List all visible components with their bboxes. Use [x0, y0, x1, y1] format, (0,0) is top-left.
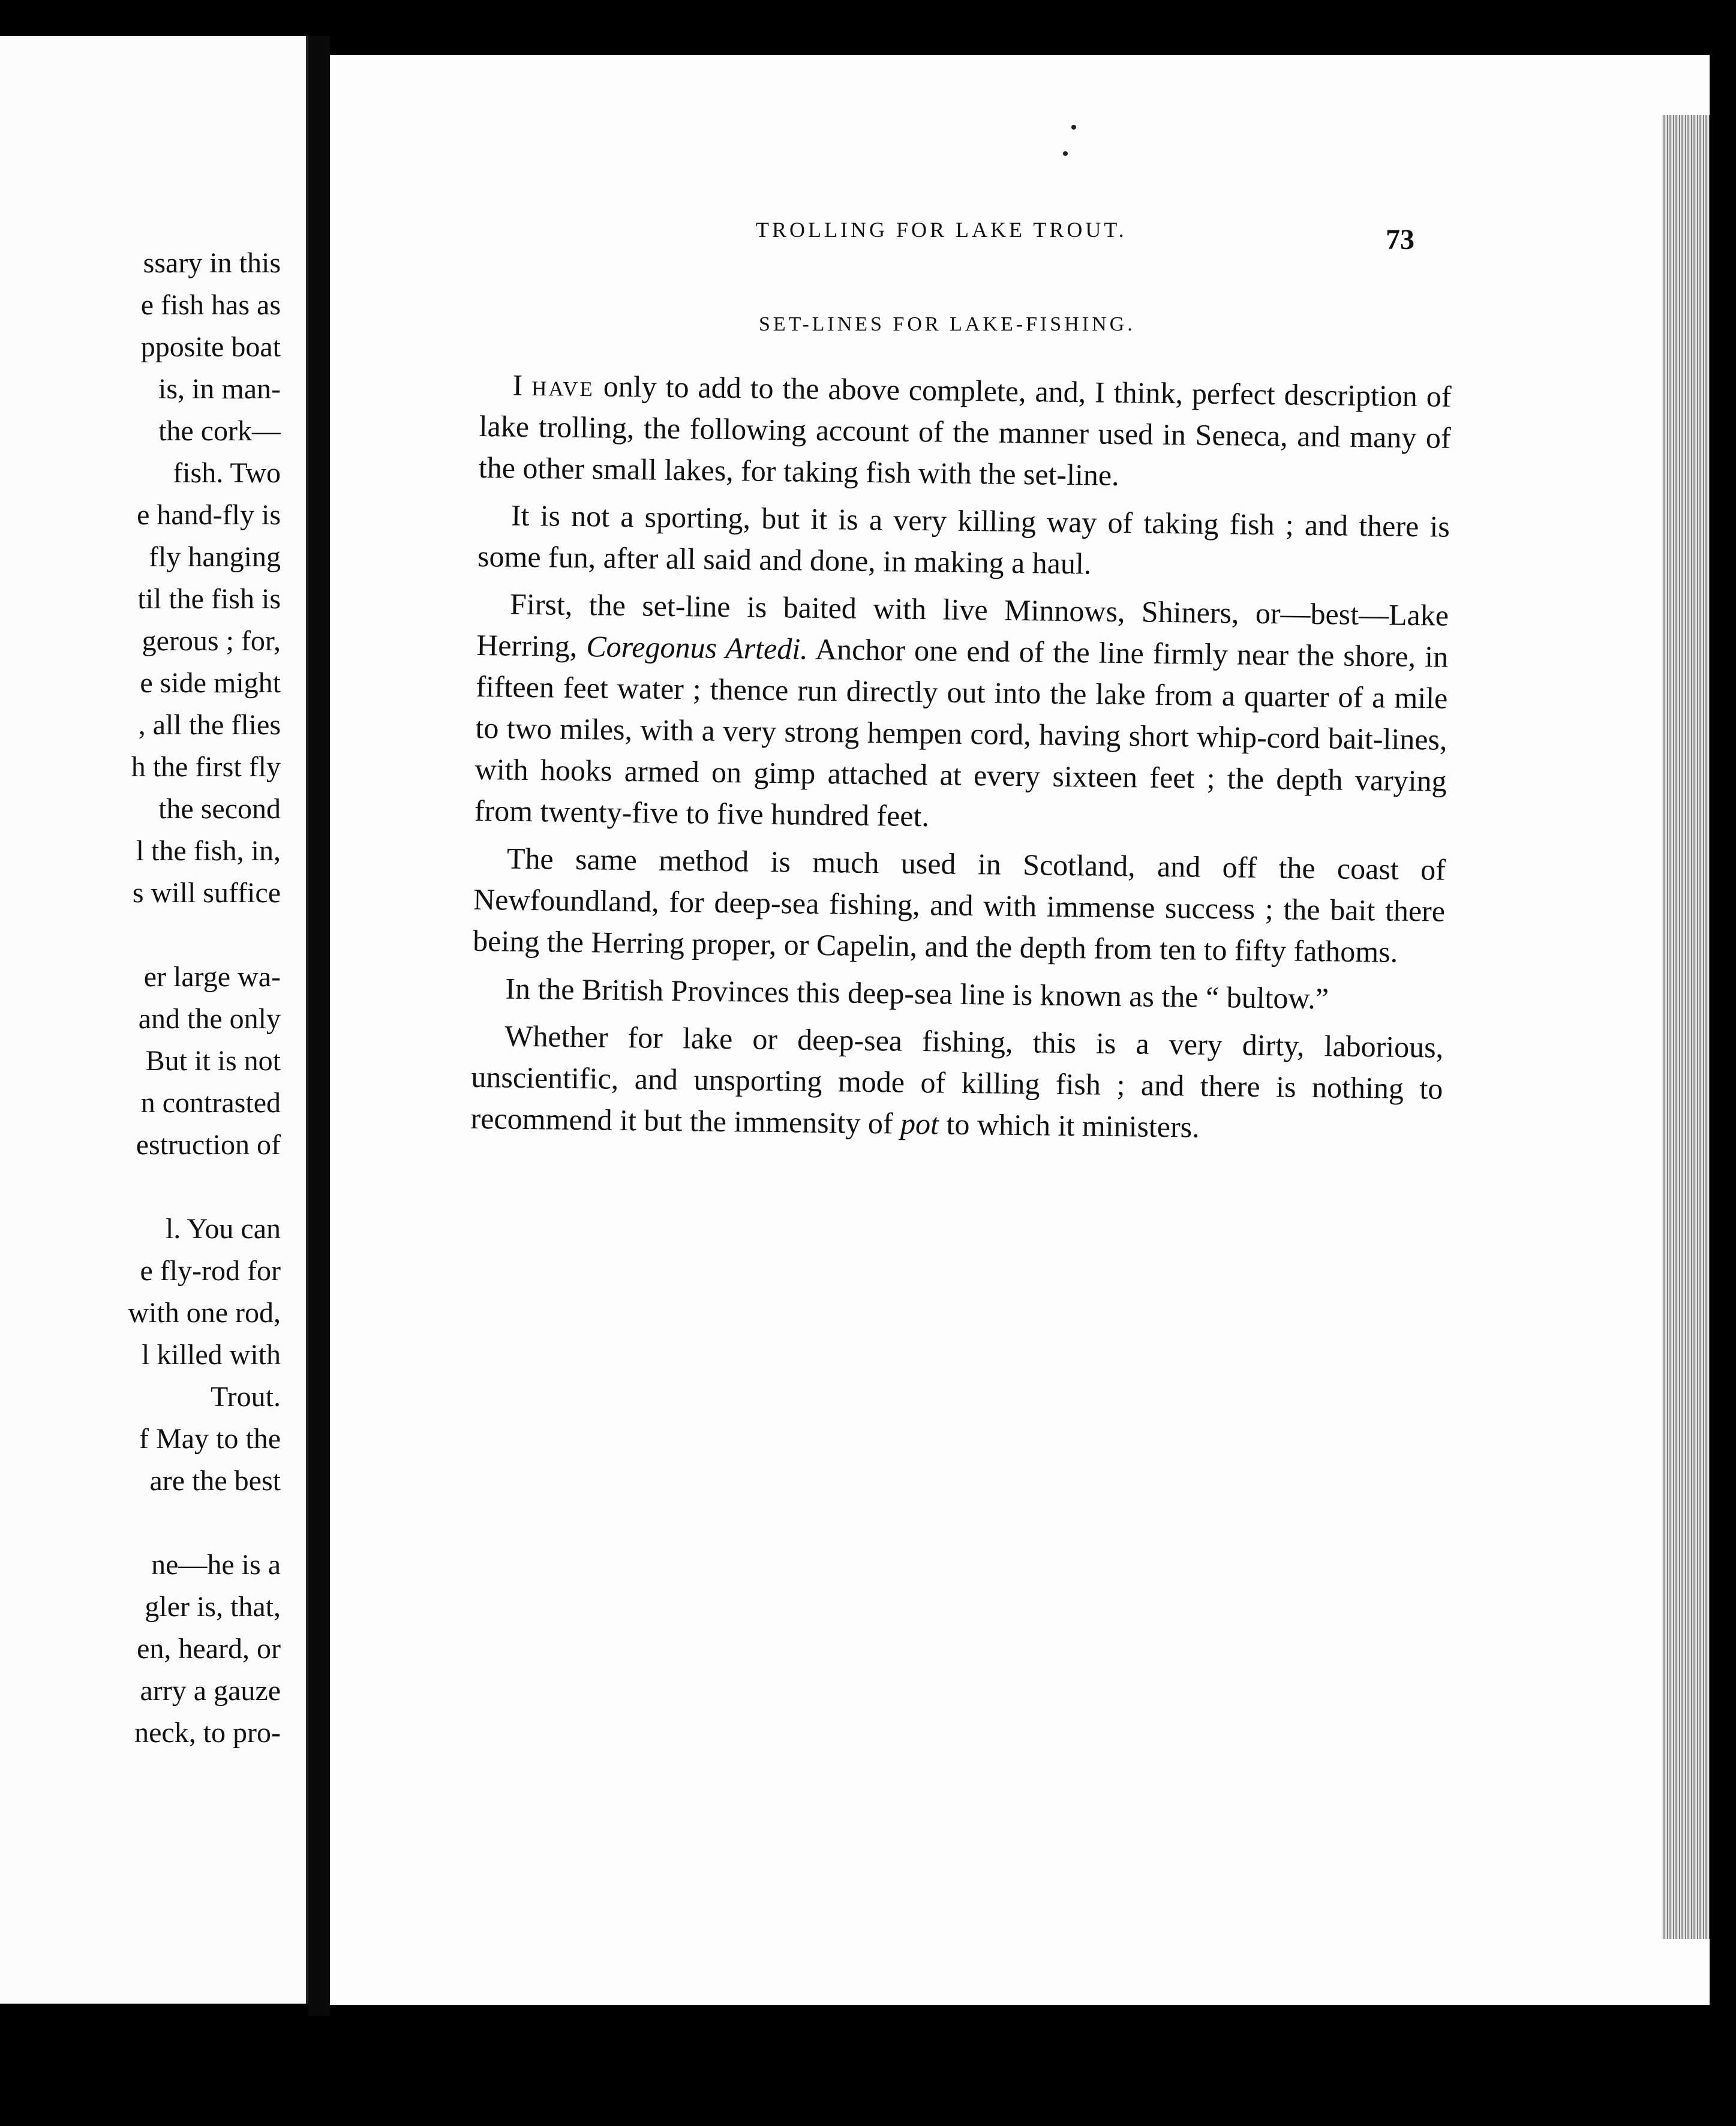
left-page-line: Trout.: [211, 1381, 281, 1413]
left-page-line: arry a gauze: [140, 1675, 281, 1707]
right-page: [330, 55, 1710, 2005]
left-page-line: en, heard, or: [137, 1633, 281, 1665]
specks: [1063, 151, 1068, 156]
left-page-line: estruction of: [136, 1129, 281, 1161]
page-number: 73: [1386, 224, 1414, 256]
left-page-line: e side might: [140, 667, 281, 699]
page-edge: [1662, 115, 1710, 1939]
left-page-line: e fish has as: [140, 289, 281, 321]
left-page-line: But it is not: [145, 1045, 281, 1077]
left-page-line: l killed with: [142, 1339, 281, 1371]
left-page-line: f May to the: [139, 1423, 281, 1455]
left-page-line: and the only: [138, 1003, 281, 1035]
left-page: [0, 36, 308, 2004]
left-page-line: til the fish is: [137, 583, 281, 615]
left-page-line: with one rod,: [128, 1297, 281, 1329]
paragraph-2: It is not a sporting, but it is a very killing way of taking fish ; and there is some fun, after all said and done, in making a haul.: [477, 498, 1450, 581]
paragraph-4: The same method is much used in Scotland, and off the coast of Newfoundland, for deep-sea fishing, and with immense success ; the bait there being the Herring proper, or Capelin, and the depth from ten to fifty fathoms.: [472, 841, 1446, 969]
left-page-line: neck, to pro-: [134, 1717, 281, 1749]
left-page-line: , all the flies: [138, 709, 281, 741]
running-head: TROLLING FOR LAKE TROUT.: [756, 218, 1127, 242]
paragraph-6: Whether for lake or deep-sea fishing, this is a very dirty, laborious, unscientific, and unsporting mode of killing fish ; and there is nothing to recommend it but the immensity of pot to which it ministers.: [470, 1019, 1444, 1144]
paragraph-5: In the British Provinces this deep-sea line is known as the “ bultow.”: [504, 971, 1329, 1016]
left-page-line: fly hanging: [149, 541, 281, 573]
body-text: [470, 364, 1452, 1157]
book-gutter: [308, 36, 330, 2016]
bottom-shadow: [0, 2018, 1736, 2126]
left-page-line: is, in man-: [158, 373, 281, 405]
left-page-line: e hand-fly is: [137, 499, 281, 531]
left-page-line: ne—he is a: [151, 1549, 281, 1581]
left-page-line: s will suffice: [132, 877, 281, 909]
left-page-line: ssary in this: [143, 247, 281, 279]
paragraph-1: I have only to add to the above complete, and, I think, perfect description of lake trolling, the following account of the manner used in Seneca, and many of the other small lakes, for taking fish with the set-line.: [478, 368, 1452, 493]
left-page-line: pposite boat: [140, 331, 281, 363]
left-page-line: e fly-rod for: [140, 1255, 281, 1287]
specks: [1071, 125, 1076, 130]
paragraph-3: First, the set-line is baited with live Minnows, Shiners, or—best—Lake Herring, Coregonus Artedi. Anchor one end of the line firmly near the shore, in fifteen feet water ; thence run directly out into the lake from a quarter of a mile to two miles, with a very strong hempen cord, having short whip-cord bait-lines, with hooks armed on gimp attached at every sixteen feet ; the depth varying from twenty-five to five hundred feet.: [474, 587, 1449, 833]
left-page-line: er large wa-: [143, 961, 281, 993]
left-page-line: gerous ; for,: [142, 625, 281, 657]
left-page-line: are the best: [149, 1465, 281, 1497]
left-page-line: the second: [158, 793, 281, 825]
left-page-line: l the fish, in,: [136, 835, 281, 867]
left-page-line: h the first fly: [131, 751, 281, 783]
section-title: SET-LINES FOR LAKE-FISHING.: [759, 313, 1136, 335]
left-page-line: the cork—: [158, 415, 281, 447]
left-page-line: n contrasted: [140, 1087, 281, 1119]
left-page-line: l. You can: [165, 1213, 281, 1245]
left-page-line: gler is, that,: [145, 1591, 281, 1623]
left-page-line: fish. Two: [173, 457, 281, 489]
